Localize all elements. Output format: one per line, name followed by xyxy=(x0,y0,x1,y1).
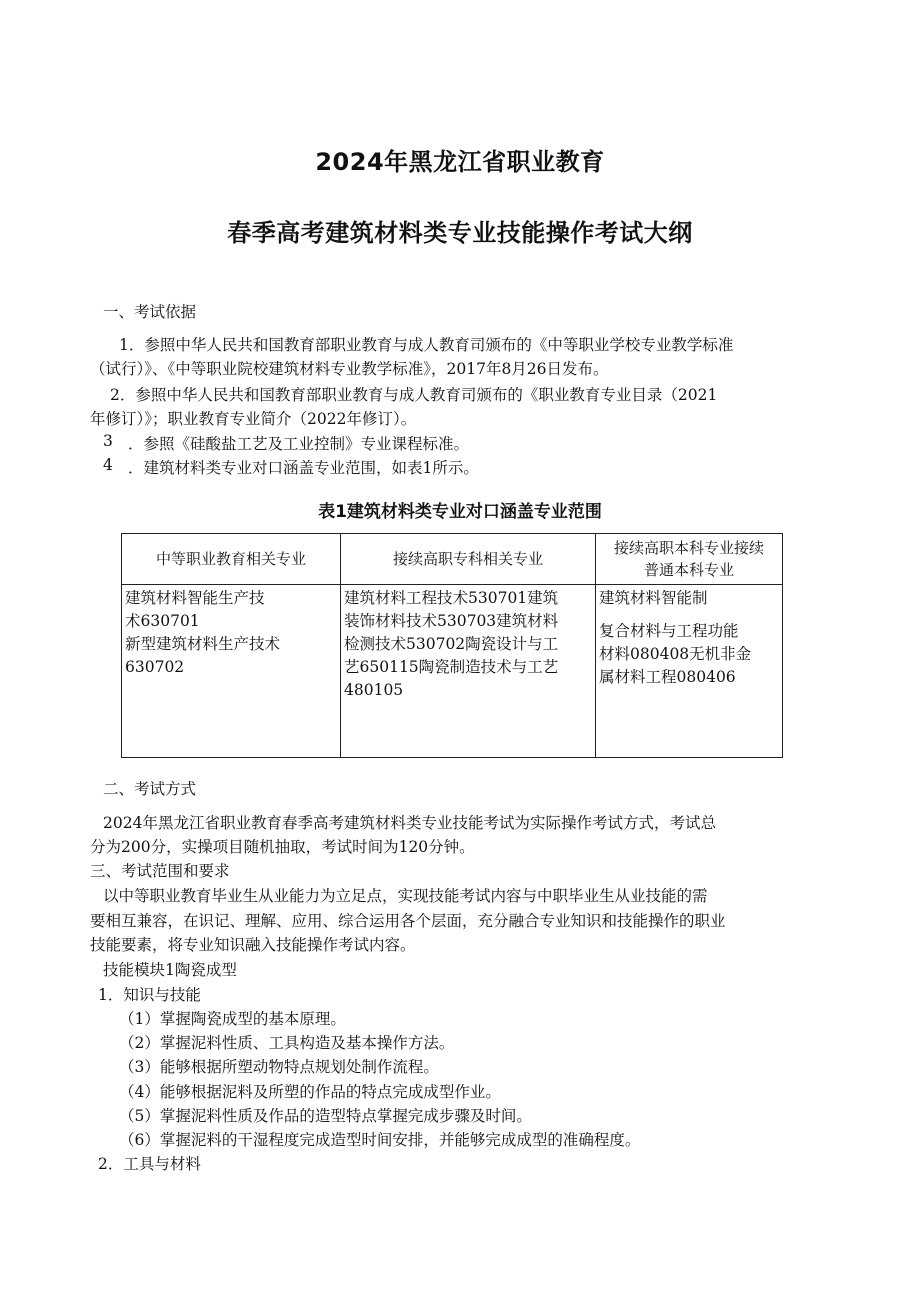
table-header-undergraduate-line2: 普通本科专业 xyxy=(643,561,734,579)
table-cell-line: 新型建筑材料生产技术 xyxy=(125,635,281,653)
table-cell-line: 480105 xyxy=(344,681,404,699)
section3-heading: 三、考试范围和要求 xyxy=(90,862,230,880)
table-header-undergraduate xyxy=(596,534,783,585)
table-header-undergraduate-line1: 接续高职本科专业接续 xyxy=(613,539,764,557)
section1-item2-line1: 2．参照中华人民共和国教育部职业教育与成人教育司颁布的《职业教育专业目录（2021 xyxy=(110,386,718,404)
section1-item4-number: 4 xyxy=(103,456,113,474)
table-cell-line: 术630701 xyxy=(125,612,200,630)
table-cell-line: 艺650115陶瓷制造技术与工艺 xyxy=(344,658,559,676)
table-cell-line: 630702 xyxy=(125,658,185,676)
document-title-line2: 春季高考建筑材料类专业技能操作考试大纲 xyxy=(227,219,693,247)
table-cell-line: 装饰材料技术530703建筑材料 xyxy=(344,612,559,630)
section3-para-line2: 要相互兼容，在识记、理解、应用、综合运用各个层面，充分融合专业知识和技能操作的职业 xyxy=(90,912,726,930)
major-range-table xyxy=(121,533,783,758)
document-title-line1: 2024年黑龙江省职业教育 xyxy=(315,148,605,176)
section1-item3-number: 3 xyxy=(103,432,113,450)
section2-heading: 二、考试方式 xyxy=(103,780,197,798)
requirement-item: （4）能够根据泥料及所塑的作品的特点完成成型作业。 xyxy=(119,1083,501,1101)
section1-item4-text: ．建筑材料类专业对口涵盖专业范围，如表1所示。 xyxy=(128,459,479,477)
table-header-row xyxy=(122,534,783,585)
subsection-tools-materials: 2．工具与材料 xyxy=(98,1155,201,1173)
skill-module-title: 技能模块1陶瓷成型 xyxy=(103,961,237,979)
table-cell-secondary xyxy=(122,585,341,758)
section3-para-line3: 技能要素，将专业知识融入技能操作考试内容。 xyxy=(90,936,416,954)
section1-item1-line2: （试行）》、《中等职业院校建筑材料专业教学标准》，2017年8月26日发布。 xyxy=(90,360,609,378)
table-caption: 表1建筑材料类专业对口涵盖专业范围 xyxy=(318,502,602,522)
table-cell-higher-vocational xyxy=(341,585,596,758)
section1-item2-line2: 年修订）》；职业教育专业简介（2022年修订）。 xyxy=(90,410,417,428)
table-cell-line: 建筑材料智能制 xyxy=(599,589,708,607)
section1-heading: 一、考试依据 xyxy=(103,303,197,321)
requirement-item: （5）掌握泥料性质及作品的造型特点掌握完成步骤及时间。 xyxy=(119,1107,532,1125)
requirement-item: （2）掌握泥料性质、工具构造及基本操作方法。 xyxy=(119,1034,455,1052)
requirement-item: （1）掌握陶瓷成型的基本原理。 xyxy=(119,1010,346,1028)
table-cell-line: 建筑材料工程技术530701建筑 xyxy=(344,589,559,607)
table-cell-line: 检测技术530702陶瓷设计与工 xyxy=(344,635,559,653)
table-row xyxy=(122,585,783,758)
table-cell-line: 属材料工程080406 xyxy=(599,668,736,686)
section1-item3-text: ．参照《硅酸盐工艺及工业控制》专业课程标准。 xyxy=(128,435,470,453)
section2-para-line1: 2024年黑龙江省职业教育春季高考建筑材料类专业技能考试为实际操作考试方式，考试总 xyxy=(103,814,716,832)
section1-item1-line1: 1．参照中华人民共和国教育部职业教育与成人教育司颁布的《中等职业学校专业教学标准 xyxy=(119,336,734,354)
requirement-item: （3）能够根据所塑动物特点规划处制作流程。 xyxy=(119,1058,439,1076)
section3-para-line1: 以中等职业教育毕业生从业能力为立足点，实现技能考试内容与中职毕业生从业技能的需 xyxy=(103,887,708,905)
section2-para-line2: 分为200分，实操项目随机抽取，考试时间为120分钟。 xyxy=(90,838,475,856)
table-cell-line: 材料080408无机非金 xyxy=(599,645,752,663)
table-cell-line: 复合材料与工程功能 xyxy=(599,622,739,640)
requirement-item: （6）掌握泥料的干湿程度完成造型时间安排，并能够完成成型的准确程度。 xyxy=(119,1131,641,1149)
table-header-secondary: 中等职业教育相关专业 xyxy=(122,534,341,585)
table-cell-undergraduate xyxy=(596,585,783,758)
subsection-knowledge-skills: 1．知识与技能 xyxy=(98,986,201,1004)
table-header-higher-vocational: 接续高职专科相关专业 xyxy=(341,534,596,585)
table-cell-line: 建筑材料智能生产技 xyxy=(125,589,265,607)
